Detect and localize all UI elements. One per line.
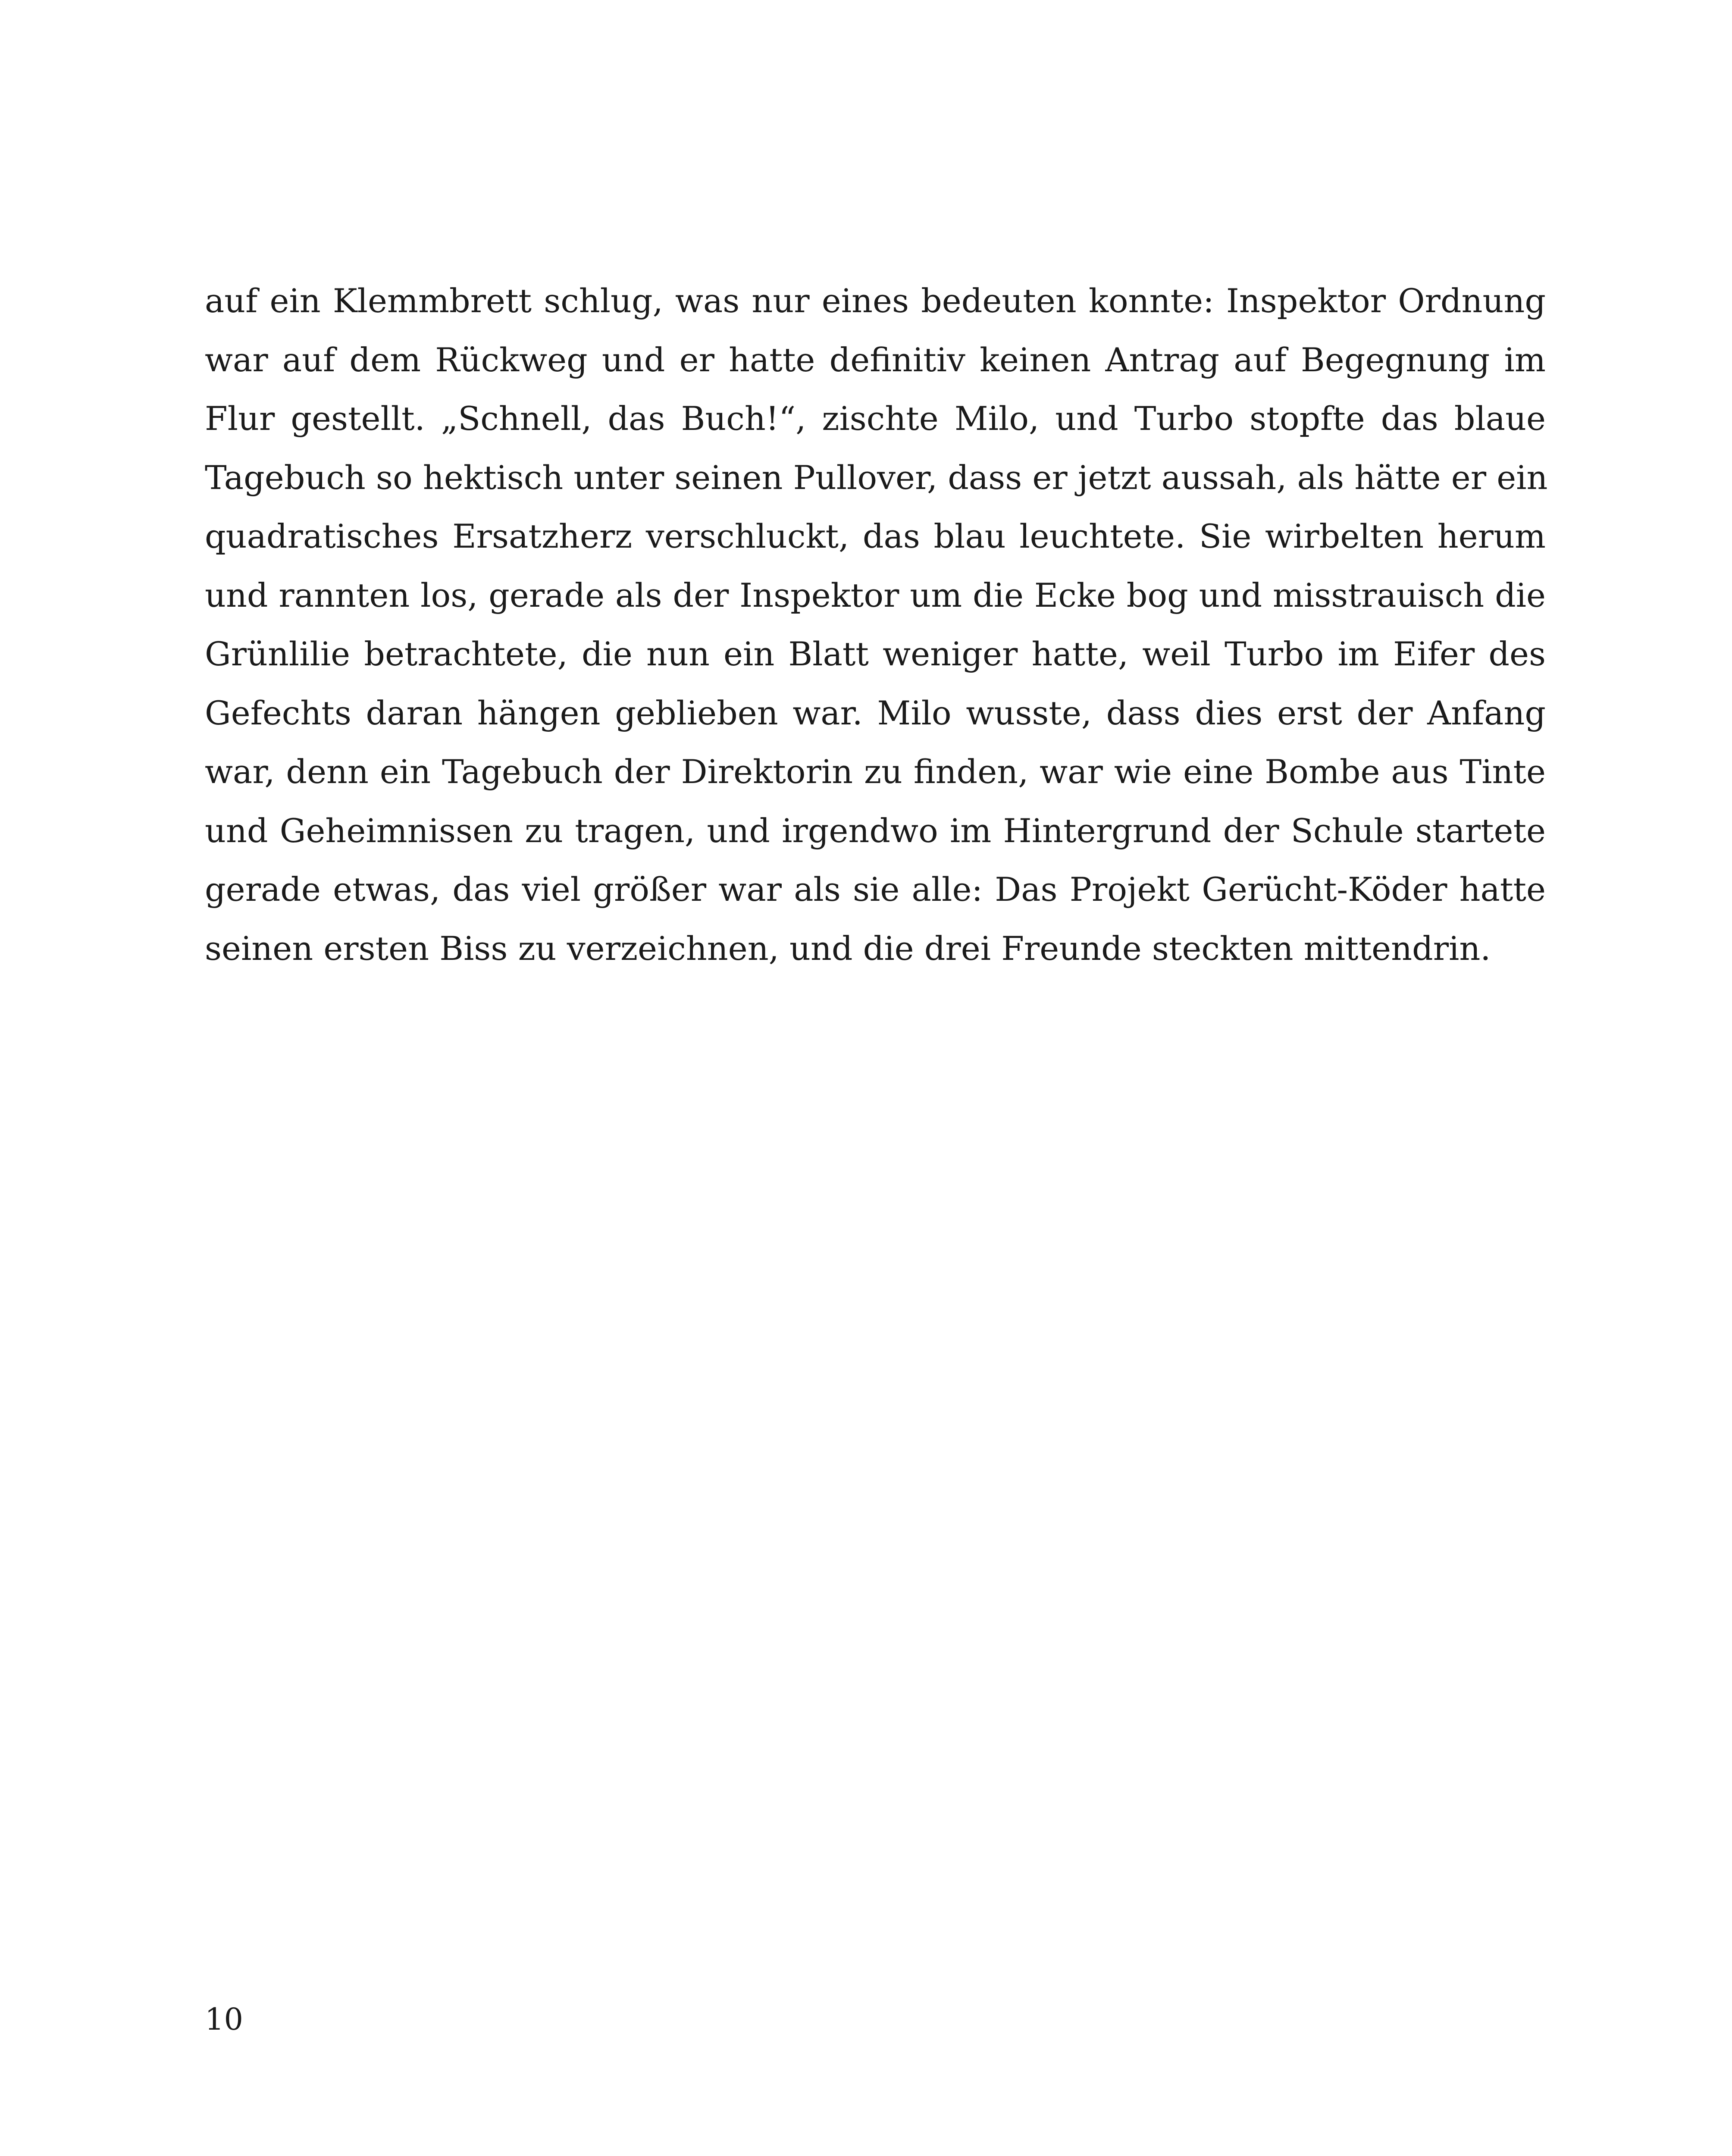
paragraph-line: war, denn ein Tagebuch der Direktorin zu finden, war wie eine Bombe aus Tinte [205,752,1546,791]
paragraph-line: quadratisches Ersatzherz verschluckt, das blau leuchtete. Sie wirbelten herum [205,517,1546,555]
paragraph-line: Tagebuch so hektisch unter seinen Pullover, dass er jetzt aussah, als hätte er ein [205,458,1548,497]
paragraph-line: war auf dem Rückweg und er hatte definitiv keinen Antrag auf Begegnung im [205,340,1546,379]
paragraph-line: Gefechts daran hängen geblieben war. Milo wusste, dass dies erst der Anfang [205,693,1546,732]
paragraph-line: Grünlilie betrachtete, die nun ein Blatt weniger hatte, weil Turbo im Eifer des [205,635,1546,673]
paragraph-line: auf ein Klemmbrett schlug, was nur eines bedeuten konnte: Inspektor Ordnung [205,282,1546,320]
page-number: 10 [205,2002,244,2037]
paragraph-line: seinen ersten Biss zu verzeichnen, und die drei Freunde steckten mittendrin. [205,929,1491,968]
paragraph-line: und rannten los, gerade als der Inspektor um die Ecke bog und misstrauisch die [205,576,1546,614]
paragraph-line: gerade etwas, das viel größer war als sie alle: Das Projekt Gerücht-Köder hatte [205,870,1546,909]
body-paragraph [205,272,1546,978]
paragraph-line: und Geheimnissen zu tragen, und irgendwo im Hintergrund der Schule startete [205,811,1546,850]
paragraph-line: Flur gestellt. „Schnell, das Buch!“, zischte Milo, und Turbo stopfte das blaue [205,399,1546,438]
